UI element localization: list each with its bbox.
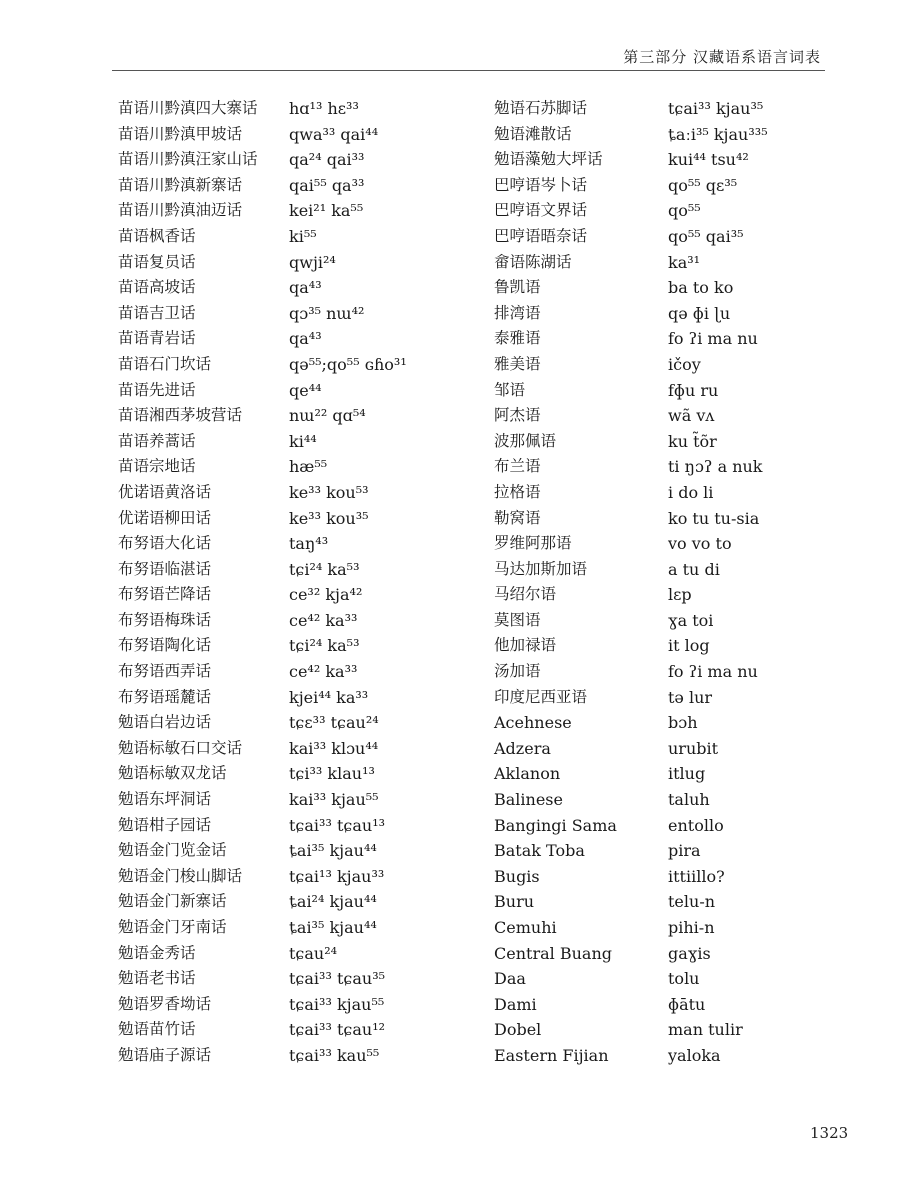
dialect-name-left: 勉语苗竹话 xyxy=(118,1020,196,1039)
transcription-right: ɸātu xyxy=(668,994,706,1014)
transcription-right: fɸu ru xyxy=(668,380,719,400)
table-row xyxy=(112,608,852,634)
table-row xyxy=(112,1043,852,1069)
transcription-right: wã vʌ xyxy=(668,406,715,426)
transcription-left: qa²⁴ qai³³ xyxy=(289,150,365,170)
table-row xyxy=(112,122,852,148)
table-row xyxy=(112,250,852,276)
dialect-name-right: 波那佩语 xyxy=(494,431,557,450)
dialect-name-left: 布努语陶化话 xyxy=(118,636,212,655)
dialect-name-left: 勉语老书话 xyxy=(118,969,196,988)
dialect-name-left: 勉语庙子源话 xyxy=(118,1045,212,1064)
table-row xyxy=(112,761,852,787)
dialect-name-left: 苗语川黔滇四大寨话 xyxy=(118,99,258,117)
dialect-name-left: 勉语柑子园话 xyxy=(118,815,212,834)
dialect-name-right: 马绍尔语 xyxy=(494,585,557,604)
dialect-name-left: 勉语白岩边话 xyxy=(118,713,212,732)
transcription-left: qa⁴³ xyxy=(289,278,322,298)
dialect-name-left: 苗语川黔滇新寨话 xyxy=(118,175,243,194)
transcription-left: tɕai³³ tɕau¹² xyxy=(289,1020,386,1040)
dialect-name-right: Buru xyxy=(494,892,535,912)
dialect-name-left: 苗语高坡话 xyxy=(118,278,196,297)
transcription-left: tɕi²⁴ ka⁵³ xyxy=(289,636,360,656)
transcription-left: qwa³³ qai⁴⁴ xyxy=(289,124,379,144)
table-row xyxy=(112,736,852,762)
dialect-name-right: Bugis xyxy=(494,866,540,886)
dialect-name-right: 印度尼西亚语 xyxy=(494,687,588,706)
dialect-name-right: 巴哼语岑卜话 xyxy=(494,175,588,194)
table-row xyxy=(112,403,852,429)
table-row xyxy=(112,787,852,813)
table-row xyxy=(112,992,852,1018)
table-row xyxy=(112,454,852,480)
transcription-right: yaloka xyxy=(668,1045,721,1065)
dialect-name-left: 勉语标敏双龙话 xyxy=(118,764,227,783)
dialect-name-left: 勉语标敏石口交话 xyxy=(118,738,243,757)
dialect-name-left: 苗语川黔滇汪家山话 xyxy=(118,150,258,169)
transcription-right: a tu di xyxy=(668,559,720,579)
table-row xyxy=(112,352,852,378)
dialect-name-left: 苗语养蒿话 xyxy=(118,431,196,450)
dialect-name-right: 畲语陈湖话 xyxy=(494,252,572,271)
transcription-left: qa⁴³ xyxy=(289,329,322,349)
dialect-name-right: Daa xyxy=(494,969,526,989)
table-row xyxy=(112,224,852,250)
dialect-name-right: 罗维阿那语 xyxy=(494,534,572,553)
dialect-name-left: 勉语金门梭山脚话 xyxy=(118,866,243,885)
transcription-right: fo ʔi ma nu xyxy=(668,329,758,349)
dialect-name-left: 苗语石门坎话 xyxy=(118,354,212,373)
transcription-left: ki⁴⁴ xyxy=(289,431,317,451)
dialect-name-right: 布兰语 xyxy=(494,457,541,476)
dialect-name-left: 苗语先进话 xyxy=(118,380,196,399)
dialect-name-right: Eastern Fijian xyxy=(494,1045,609,1065)
dialect-name-left: 苗语川黔滇甲坡话 xyxy=(118,124,243,143)
transcription-left: ke³³ kou⁵³ xyxy=(289,482,369,502)
transcription-right: it log xyxy=(668,636,710,656)
dialect-name-left: 布努语西弄话 xyxy=(118,662,212,681)
transcription-right: itlug xyxy=(668,764,706,784)
table-row xyxy=(112,659,852,685)
dialect-name-left: 布努语临湛话 xyxy=(118,559,212,578)
transcription-left: qɔ³⁵ nɯ⁴² xyxy=(289,303,365,323)
transcription-left: kei²¹ ka⁵⁵ xyxy=(289,201,364,221)
table-row xyxy=(112,301,852,327)
dialect-name-right: Dami xyxy=(494,994,537,1014)
transcription-right: pira xyxy=(668,841,701,861)
transcription-left: tɕai³³ kjau⁵⁵ xyxy=(289,994,385,1014)
dialect-name-right: 拉格语 xyxy=(494,482,541,501)
table-row xyxy=(112,326,852,352)
transcription-left: ȶai³⁵ kjau⁴⁴ xyxy=(289,918,377,937)
table-row xyxy=(112,506,852,532)
table-row xyxy=(112,378,852,404)
transcription-right: i do li xyxy=(668,482,714,502)
table-row xyxy=(112,966,852,992)
table-row xyxy=(112,864,852,890)
dialect-name-right: Balinese xyxy=(494,790,563,810)
table-row xyxy=(112,275,852,301)
transcription-left: qe⁴⁴ xyxy=(289,380,322,400)
transcription-left: hæ⁵⁵ xyxy=(289,457,328,477)
table-row xyxy=(112,633,852,659)
dialect-name-left: 勉语罗香坳话 xyxy=(118,994,212,1013)
dialect-name-right: Central Buang xyxy=(494,943,612,963)
transcription-left: taŋ⁴³ xyxy=(289,534,329,554)
dialect-name-right: Adzera xyxy=(494,738,551,758)
dialect-name-right: 邹语 xyxy=(494,380,526,399)
transcription-right: qo⁵⁵ qai³⁵ xyxy=(668,226,744,246)
transcription-left: tɕai³³ tɕau¹³ xyxy=(289,815,386,835)
dialect-name-left: 勉语金秀话 xyxy=(118,943,196,962)
dialect-name-left: 布努语梅珠话 xyxy=(118,610,212,629)
dialect-name-right: 巴哼语文界话 xyxy=(494,201,588,220)
transcription-left: kai³³ klɔu⁴⁴ xyxy=(289,738,379,758)
dialect-name-right: Cemuhi xyxy=(494,918,557,937)
dialect-name-left: 苗语复员话 xyxy=(118,252,196,271)
transcription-left: ce⁴² ka³³ xyxy=(289,610,358,630)
table-row xyxy=(112,480,852,506)
transcription-right: ti ŋɔʔ a nuk xyxy=(668,457,763,477)
dialect-name-left: 优诺语柳田话 xyxy=(118,508,212,527)
dialect-name-left: 优诺语黄洛话 xyxy=(118,482,212,501)
table-row xyxy=(112,685,852,711)
transcription-right: tolu xyxy=(668,969,700,989)
dialect-name-right: 莫图语 xyxy=(494,610,541,629)
transcription-right: gaɣis xyxy=(668,943,711,963)
transcription-right: qə ɸi ɭu xyxy=(668,303,731,323)
transcription-left: ȶai²⁴ kjau⁴⁴ xyxy=(289,892,377,912)
transcription-left: tɕai¹³ kjau³³ xyxy=(289,866,385,886)
header-title: 第三部分 汉藏语系语言词表 xyxy=(623,48,821,66)
table-row xyxy=(112,1017,852,1043)
dialect-name-right: 鲁凯语 xyxy=(494,278,541,297)
transcription-right: bɔh xyxy=(668,713,698,733)
dialect-name-right: 勉语藻勉大坪话 xyxy=(494,150,603,169)
transcription-left: ce⁴² ka³³ xyxy=(289,662,358,682)
table-row xyxy=(112,96,852,122)
transcription-left: tɕai³³ tɕau³⁵ xyxy=(289,969,386,989)
transcription-left: kai³³ kjau⁵⁵ xyxy=(289,790,379,810)
transcription-right: ka³¹ xyxy=(668,252,701,272)
transcription-right: lɛp xyxy=(668,585,692,605)
dialect-name-left: 勉语金门新寨话 xyxy=(118,892,227,911)
dialect-name-right: 巴哼语晤奈话 xyxy=(494,226,588,245)
table-row xyxy=(112,198,852,224)
table-row xyxy=(112,813,852,839)
transcription-right: ba to ko xyxy=(668,278,734,298)
transcription-right: vo vo to xyxy=(668,534,732,554)
running-header xyxy=(112,40,825,71)
transcription-left: tɕai³³ kau⁵⁵ xyxy=(289,1045,380,1065)
transcription-left: tɕi³³ klau¹³ xyxy=(289,764,375,784)
transcription-right: telu-n xyxy=(668,892,716,912)
table-row xyxy=(112,582,852,608)
dialect-name-right: 勉语石苏脚话 xyxy=(494,99,588,117)
transcription-right: qo⁵⁵ xyxy=(668,201,701,221)
transcription-right: entollo xyxy=(668,815,724,835)
dialect-name-right: 阿杰语 xyxy=(494,406,541,425)
dialect-name-right: 排湾语 xyxy=(494,303,541,322)
page-number: 1323 xyxy=(810,1124,849,1142)
transcription-left: ke³³ kou³⁵ xyxy=(289,508,369,528)
dialect-name-left: 勉语金门牙南话 xyxy=(118,918,227,936)
dialect-name-left: 布努语瑶麓话 xyxy=(118,687,212,706)
transcription-right: tɕai³³ kjau³⁵ xyxy=(668,99,764,118)
transcription-right: kui⁴⁴ tsu⁴² xyxy=(668,150,749,170)
transcription-right: ɣa toi xyxy=(668,610,714,630)
transcription-right: ku t̃õr xyxy=(668,431,717,451)
dialect-name-right: 勉语滩散话 xyxy=(494,124,572,143)
dialect-name-left: 布努语大化话 xyxy=(118,534,212,553)
dialect-name-right: 马达加斯加语 xyxy=(494,559,588,578)
transcription-right: ičoy xyxy=(668,354,701,374)
table-row xyxy=(112,173,852,199)
dialect-name-right: Acehnese xyxy=(494,713,572,733)
dialect-name-left: 苗语吉卫话 xyxy=(118,303,196,322)
dialect-name-right: Dobel xyxy=(494,1020,542,1040)
transcription-left: qə⁵⁵;qo⁵⁵ ɢɦo³¹ xyxy=(289,354,407,374)
word-list-table xyxy=(112,96,852,1069)
dialect-name-left: 苗语枫香话 xyxy=(118,226,196,245)
dialect-name-left: 勉语东坪洞话 xyxy=(118,790,212,809)
table-row xyxy=(112,147,852,173)
dialect-name-left: 布努语芒降话 xyxy=(118,585,212,604)
dialect-name-right: 泰雅语 xyxy=(494,329,541,348)
dialect-name-left: 苗语川黔滇油迈话 xyxy=(118,201,243,220)
table-row xyxy=(112,429,852,455)
transcription-right: ko tu tu-sia xyxy=(668,508,760,528)
transcription-right: ittiillo? xyxy=(668,866,725,886)
transcription-right: pihi-n xyxy=(668,918,715,937)
transcription-left: tɕɛ³³ tɕau²⁴ xyxy=(289,713,379,733)
table-row xyxy=(112,941,852,967)
transcription-right: tə lur xyxy=(668,687,713,707)
dialect-name-right: 汤加语 xyxy=(494,662,541,681)
table-row xyxy=(112,889,852,915)
dialect-name-left: 苗语湘西茅坡营话 xyxy=(118,406,243,425)
table-row xyxy=(112,915,852,941)
transcription-left: qai⁵⁵ qa³³ xyxy=(289,175,365,195)
transcription-left: nɯ²² qɑ⁵⁴ xyxy=(289,406,366,426)
dialect-name-left: 苗语青岩话 xyxy=(118,329,196,348)
transcription-left: tɕau²⁴ xyxy=(289,943,338,963)
dialect-name-right: 雅美语 xyxy=(494,354,541,373)
table-row xyxy=(112,838,852,864)
transcription-right: urubit xyxy=(668,738,719,758)
dialect-name-right: Batak Toba xyxy=(494,841,585,861)
transcription-right: taluh xyxy=(668,790,710,810)
dialect-name-right: Bangingi Sama xyxy=(494,815,617,835)
dialect-name-right: Aklanon xyxy=(494,764,561,784)
transcription-left: kjei⁴⁴ ka³³ xyxy=(289,687,369,707)
transcription-right: fo ʔi ma nu xyxy=(668,662,758,682)
dialect-name-right: 他加禄语 xyxy=(494,636,557,655)
table-row xyxy=(112,531,852,557)
table-row xyxy=(112,710,852,736)
transcription-right: ȶaːi³⁵ kjau³³⁵ xyxy=(668,124,768,144)
transcription-left: ce³² kja⁴² xyxy=(289,585,363,605)
table-row xyxy=(112,557,852,583)
transcription-left: tɕi²⁴ ka⁵³ xyxy=(289,559,360,579)
dialect-name-left: 勉语金门览金话 xyxy=(118,841,227,860)
dialect-name-left: 苗语宗地话 xyxy=(118,457,196,476)
transcription-left: ȶai³⁵ kjau⁴⁴ xyxy=(289,841,377,861)
transcription-left: qwji²⁴ xyxy=(289,252,336,272)
transcription-right: man tulir xyxy=(668,1020,743,1040)
transcription-left: hɑ¹³ hɛ³³ xyxy=(289,99,359,118)
transcription-right: qo⁵⁵ qɛ³⁵ xyxy=(668,175,738,195)
dialect-name-right: 勒窝语 xyxy=(494,508,541,527)
transcription-left: ki⁵⁵ xyxy=(289,226,317,246)
